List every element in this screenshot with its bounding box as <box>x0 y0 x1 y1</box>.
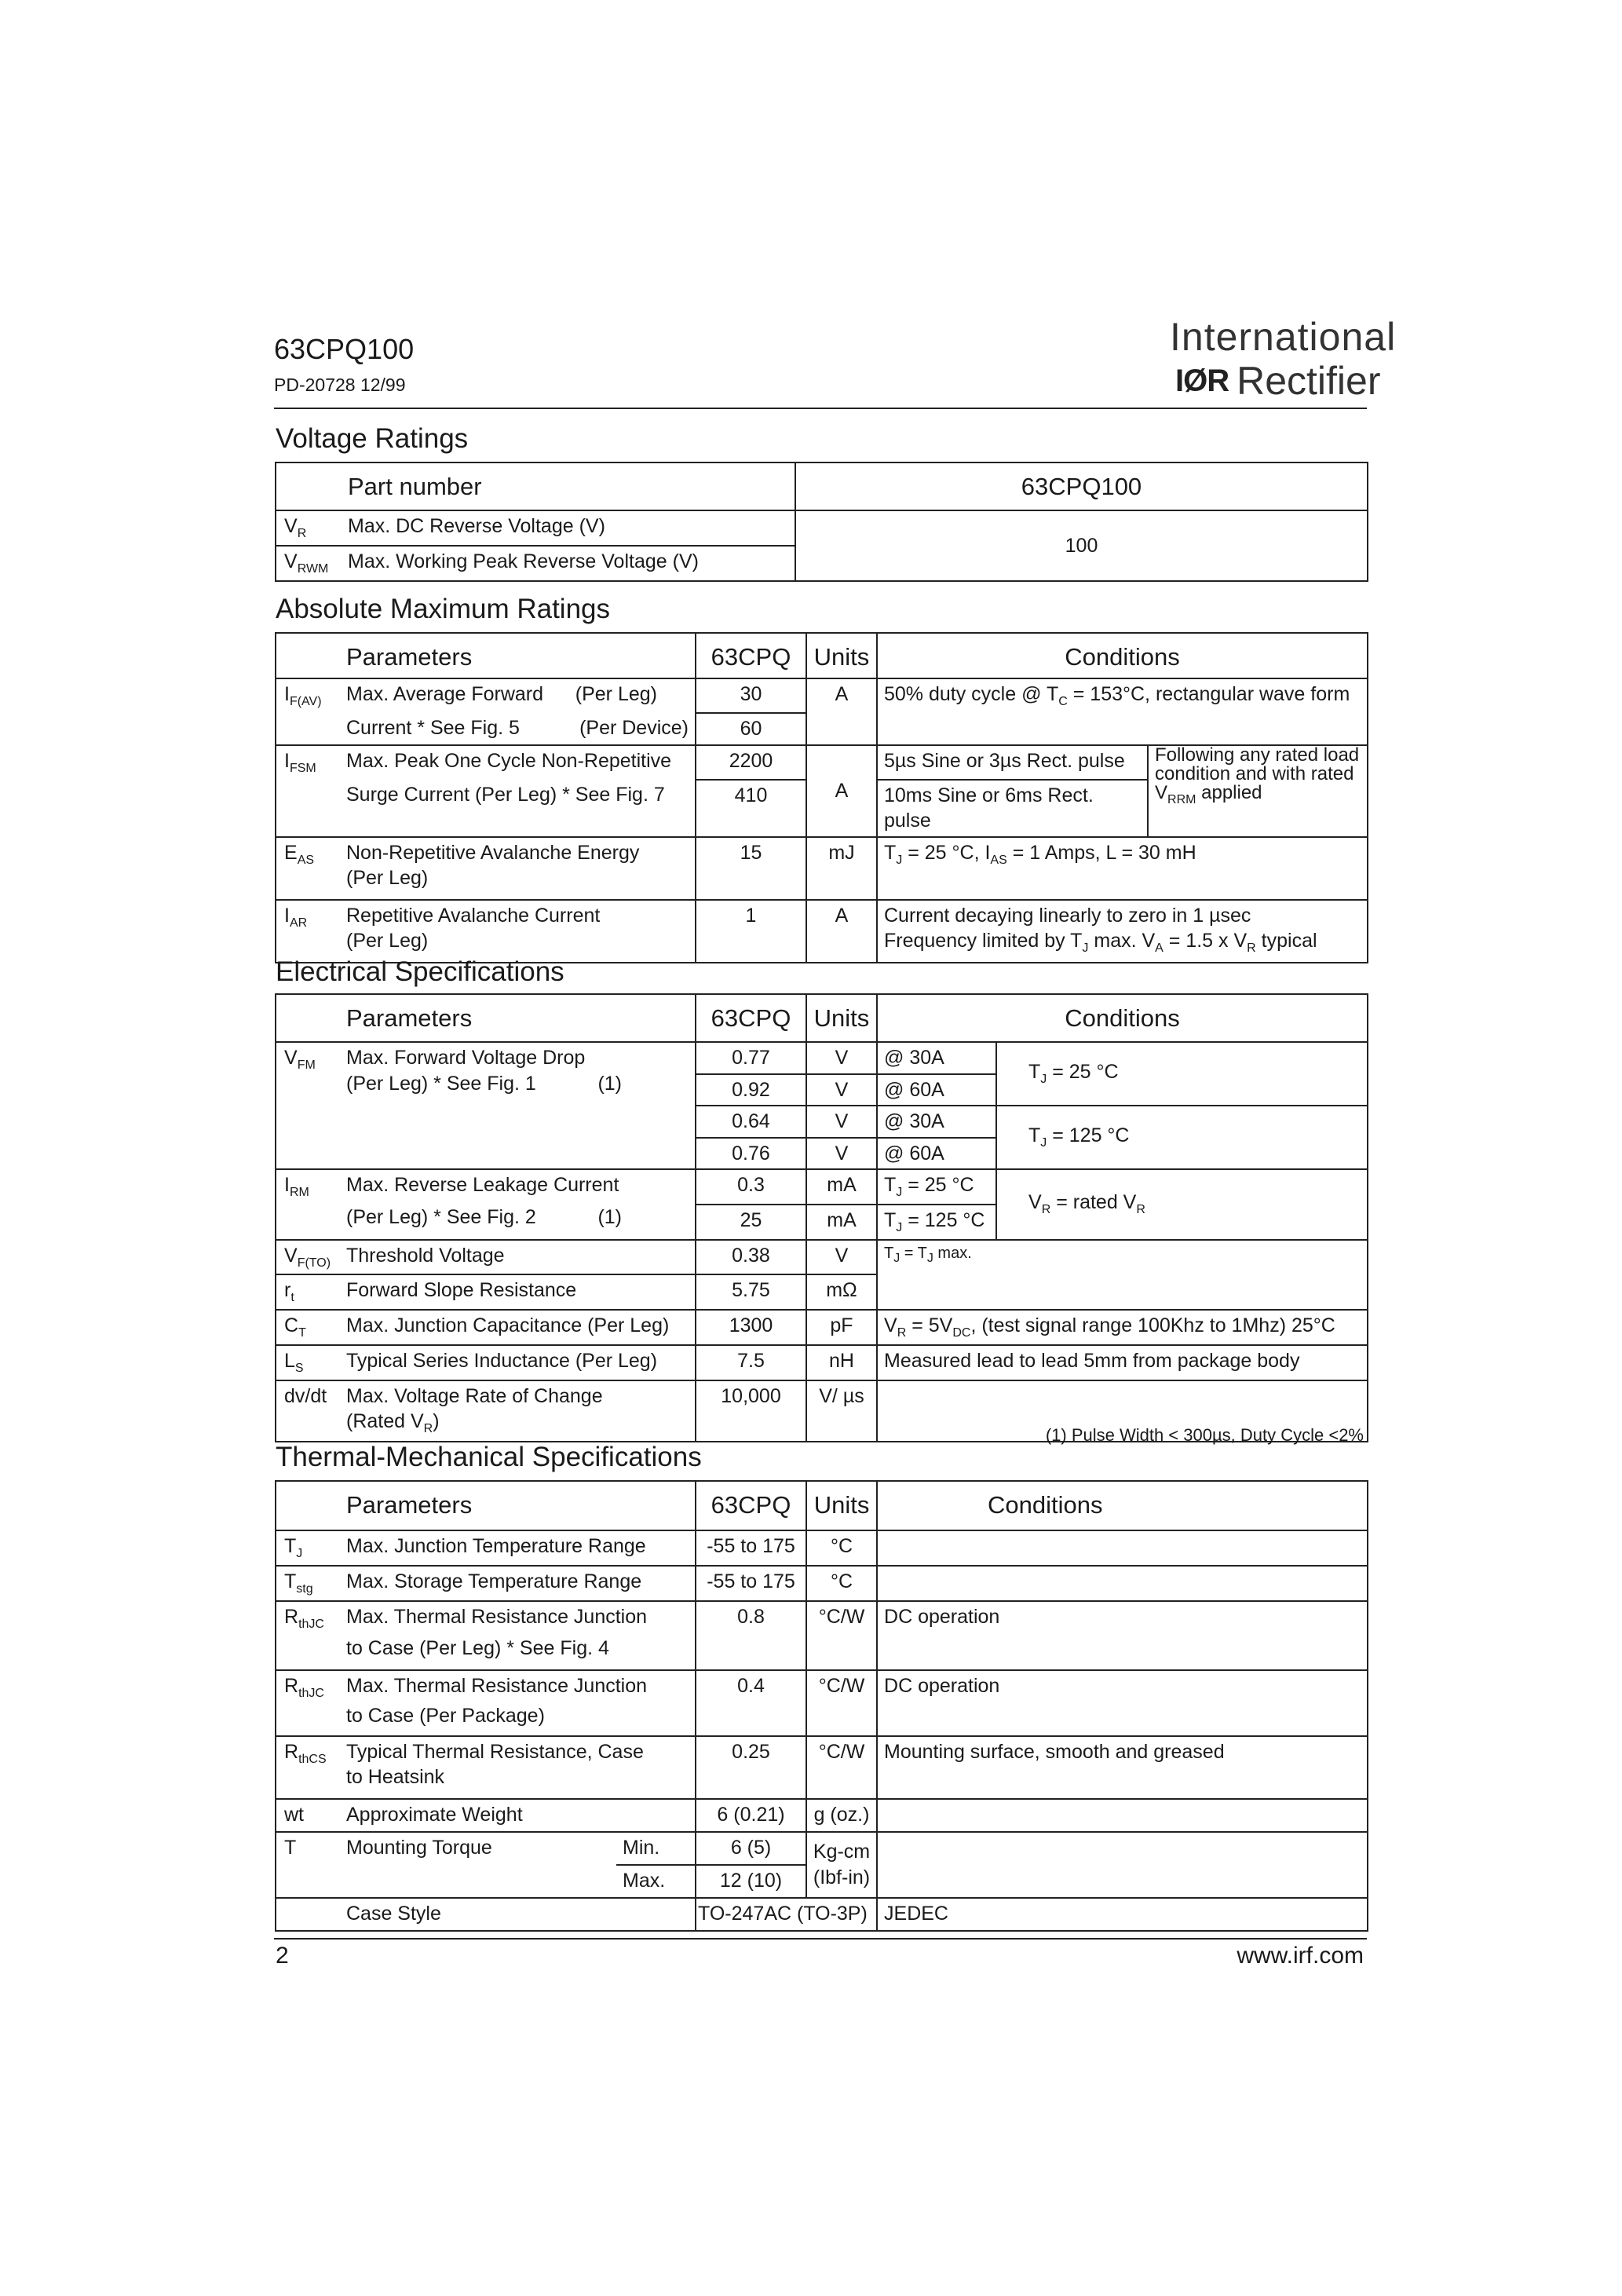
symbol-ct: $C_T$ <box>276 1310 340 1345</box>
company-logo <box>1175 359 1381 403</box>
symbol-vrwm: $V_{RWM}$ <box>276 546 342 581</box>
symbol-ls: $L_S$ <box>276 1345 340 1380</box>
footer-rule <box>274 1938 1367 1940</box>
unit-dvdt: V/ µs <box>806 1380 877 1442</box>
param-surge-current: Surge Current (Per Leg) * See Fig. 7 <box>340 780 696 837</box>
section-title-thermal: Thermal-Mechanical Specifications <box>276 1442 702 1472</box>
value-torque-min: 6 (5) <box>696 1832 806 1865</box>
header-part-value: 63CPQ100 <box>795 462 1368 510</box>
symbol-tj: $T_J$ <box>276 1530 340 1566</box>
value-tstg: -55 to 175 <box>696 1566 806 1601</box>
unit-vfm-4: V <box>806 1138 877 1170</box>
cond-vfto: $T_J = T_J$ max. <box>877 1240 1368 1275</box>
section-title-electrical: Electrical Specifications <box>276 956 564 987</box>
cond-vfm-4: @ 60A <box>877 1138 996 1170</box>
unit-ct: pF <box>806 1310 877 1345</box>
symbol-torque: T <box>276 1832 340 1865</box>
header-parameters: Parameters <box>340 633 696 678</box>
unit-ls: nH <box>806 1345 877 1380</box>
param-avg-forward: Max. Average Forward (Per Leg) <box>340 678 696 713</box>
unit-irm-125: mA <box>806 1205 877 1240</box>
header-units: Units <box>806 994 877 1042</box>
value-rthjc-leg: 0.8 <box>696 1601 806 1670</box>
pulse-width-footnote: (1) Pulse Width < 300µs, Duty Cycle <2% <box>1045 1425 1364 1445</box>
electrical-spec-table <box>275 993 1368 1442</box>
param-junction-temp: Max. Junction Temperature Range <box>340 1530 696 1566</box>
part-number-title: 63CPQ100 <box>274 333 415 365</box>
value-iar: 1 <box>696 900 806 963</box>
cond-ls: Measured lead to lead 5mm from package body <box>877 1345 1368 1380</box>
param-dc-reverse-voltage: Max. DC Reverse Voltage (V) <box>342 510 795 546</box>
param-working-peak-reverse-voltage: Max. Working Peak Reverse Voltage (V) <box>342 546 795 581</box>
unit-eas: mJ <box>806 837 877 900</box>
value-ifav-device: 60 <box>696 713 806 745</box>
cond-iar: Current decaying linearly to zero in 1 µsec Frequency limited by $T_J$ max. $V_A = 1.5$ x $V_R$ typical <box>877 900 1368 963</box>
cond-irm-vr: $V_R$ = rated $V_R$ <box>996 1169 1368 1240</box>
header-units: Units <box>806 633 877 678</box>
value-ifsm-5us: 2200 <box>696 745 806 780</box>
unit-weight: g (oz.) <box>806 1799 877 1832</box>
value-tj: -55 to 175 <box>696 1530 806 1566</box>
symbol-ifsm: $I_{FSM}$ <box>276 745 340 780</box>
unit-ifsm: A <box>806 745 877 837</box>
logo-rectifier: Rectifier <box>1237 359 1381 403</box>
header-part-number: Part number <box>342 462 795 510</box>
param-forward-voltage-drop: Max. Forward Voltage Drop (Per Leg) * See Fig. 1 (1) <box>340 1042 696 1169</box>
header-63cpq: 63CPQ <box>696 994 806 1042</box>
voltage-value: 100 <box>795 510 1368 581</box>
cond-irm-25: $T_J = 25$ °C <box>877 1169 996 1205</box>
symbol-rthjc-package: $R_{thJC}$ <box>276 1670 340 1736</box>
symbol-tstg: $T_{stg}$ <box>276 1566 340 1601</box>
header-conditions: Conditions <box>877 1481 1368 1530</box>
symbol-rt: $r_t$ <box>276 1274 340 1310</box>
value-ls: 7.5 <box>696 1345 806 1380</box>
cond-rthjc-leg: DC operation <box>877 1601 1368 1670</box>
header-63cpq: 63CPQ <box>696 633 806 678</box>
unit-vfto: V <box>806 1240 877 1275</box>
param-rthjc-package: Max. Thermal Resistance Junction to Case (Per Package) <box>340 1670 696 1736</box>
symbol-vr: $V_R$ <box>276 510 342 546</box>
cond-tj <box>877 1530 1368 1566</box>
header-rule <box>274 408 1367 409</box>
cond-vfm-1: @ 30A <box>877 1042 996 1074</box>
param-reverse-leakage: Max. Reverse Leakage Current (Per Leg) * See Fig. 2 (1) <box>340 1169 696 1240</box>
symbol-rthjc-leg: $R_{thJC}$ <box>276 1601 340 1670</box>
value-irm-25: 0.3 <box>696 1169 806 1205</box>
value-ct: 1300 <box>696 1310 806 1345</box>
param-avg-forward-current: Current * See Fig. 5 (Per Device) <box>340 713 696 745</box>
value-vfto: 0.38 <box>696 1240 806 1275</box>
unit-irm-25: mA <box>806 1169 877 1205</box>
header-parameters: Parameters <box>340 994 696 1042</box>
value-rthjc-package: 0.4 <box>696 1670 806 1736</box>
absolute-max-table <box>275 632 1368 963</box>
symbol-dvdt: dv/dt <box>276 1380 340 1442</box>
param-threshold-voltage: Threshold Voltage <box>340 1240 696 1275</box>
param-weight: Approximate Weight <box>340 1799 696 1832</box>
ior-logo-mark: IØR <box>1175 363 1229 398</box>
value-vfm-2: 0.92 <box>696 1074 806 1106</box>
torque-min-label: Min. <box>616 1832 696 1865</box>
value-vfm-4: 0.76 <box>696 1138 806 1170</box>
voltage-ratings-table <box>275 462 1368 582</box>
cond-vfm-tj125: $T_J = 125$ °C <box>996 1106 1368 1169</box>
symbol-ifav: $I_{F(AV)}$ <box>276 678 340 713</box>
cond-ct: $V_R = 5V_{DC}$, (test signal range 100Khz to 1Mhz) 25°C <box>877 1310 1368 1345</box>
value-case-style: TO-247AC (TO-3P) <box>696 1898 877 1931</box>
header-parameters: Parameters <box>340 1481 696 1530</box>
document-number: PD-20728 12/99 <box>274 375 406 395</box>
param-rthjc-leg: Max. Thermal Resistance Junction to Case (Per Leg) * See Fig. 4 <box>340 1601 696 1670</box>
unit-rthjc-package: °C/W <box>806 1670 877 1736</box>
param-storage-temp: Max. Storage Temperature Range <box>340 1566 696 1601</box>
unit-vfm-3: V <box>806 1106 877 1138</box>
param-rthcs: Typical Thermal Resistance, Case to Heatsink <box>340 1736 696 1799</box>
page-number: 2 <box>276 1943 289 1969</box>
param-avalanche-energy: Non-Repetitive Avalanche Energy (Per Leg) <box>340 837 696 900</box>
symbol-wt: wt <box>276 1799 340 1832</box>
unit-rthjc-leg: °C/W <box>806 1601 877 1670</box>
symbol-iar: $I_{AR}$ <box>276 900 340 963</box>
cond-rthjc-package: DC operation <box>877 1670 1368 1736</box>
unit-ifav: A <box>806 678 877 713</box>
unit-tstg: °C <box>806 1566 877 1601</box>
section-title-absolute-max: Absolute Maximum Ratings <box>276 594 610 624</box>
symbol-rthcs: $R_{thCS}$ <box>276 1736 340 1799</box>
param-forward-slope-resistance: Forward Slope Resistance <box>340 1274 696 1310</box>
unit-vfm-1: V <box>806 1042 877 1074</box>
cond-tstg <box>877 1566 1368 1601</box>
cond-case-style: JEDEC <box>877 1898 1368 1931</box>
value-vfm-1: 0.77 <box>696 1042 806 1074</box>
cond-irm-125: $T_J = 125$ °C <box>877 1205 996 1240</box>
cond-weight <box>877 1799 1368 1832</box>
value-irm-125: 25 <box>696 1205 806 1240</box>
symbol-vfm: $V_{FM}$ <box>276 1042 340 1169</box>
section-title-voltage: Voltage Ratings <box>276 423 469 454</box>
unit-rt: mΩ <box>806 1274 877 1310</box>
cond-ifsm-10ms: 10ms Sine or 6ms Rect. pulse <box>877 780 1148 837</box>
value-vfm-3: 0.64 <box>696 1106 806 1138</box>
value-ifsm-10ms: 410 <box>696 780 806 837</box>
unit-rthcs: °C/W <box>806 1736 877 1799</box>
value-rt: 5.75 <box>696 1274 806 1310</box>
param-voltage-rate: Max. Voltage Rate of Change (Rated $V_R$) <box>340 1380 696 1442</box>
website-url: www.irf.com <box>1237 1943 1364 1969</box>
param-series-inductance: Typical Series Inductance (Per Leg) <box>340 1345 696 1380</box>
cond-ifav: 50% duty cycle @ $T_C = 153^\circ C$, rectangular wave form <box>877 678 1368 713</box>
cond-rthcs: Mounting surface, smooth and greased <box>877 1736 1368 1799</box>
param-case-style: Case Style <box>340 1898 696 1931</box>
header-units: Units <box>806 1481 877 1530</box>
cond-vfm-tj25: $T_J = 25$ °C <box>996 1042 1368 1106</box>
thermal-spec-table <box>275 1480 1368 1932</box>
symbol-vfto: $V_{F(TO)}$ <box>276 1240 340 1275</box>
header-conditions: Conditions <box>877 994 1368 1042</box>
param-junction-capacitance: Max. Junction Capacitance (Per Leg) <box>340 1310 696 1345</box>
cond-ifsm-note: Following any rated load condition and with rated $V_{RRM}$ applied <box>1148 745 1368 837</box>
value-dvdt: 10,000 <box>696 1380 806 1442</box>
value-rthcs: 0.25 <box>696 1736 806 1799</box>
cond-vfm-3: @ 30A <box>877 1106 996 1138</box>
value-ifav-leg: 30 <box>696 678 806 713</box>
header-63cpq: 63CPQ <box>696 1481 806 1530</box>
torque-max-label: Max. <box>616 1865 696 1898</box>
cond-vfm-2: @ 60A <box>877 1074 996 1106</box>
symbol-eas: $E_{AS}$ <box>276 837 340 900</box>
logo-international: International <box>1170 315 1397 359</box>
value-weight: 6 (0.21) <box>696 1799 806 1832</box>
param-mounting-torque: Mounting Torque <box>340 1832 616 1865</box>
value-torque-max: 12 (10) <box>696 1865 806 1898</box>
cond-eas: $T_J = 25$ °C, $I_{AS} = 1$ Amps, L = 30 mH <box>877 837 1368 900</box>
unit-torque: Kg-cm (Ibf-in) <box>806 1832 877 1898</box>
unit-tj: °C <box>806 1530 877 1566</box>
unit-iar: A <box>806 900 877 963</box>
param-avalanche-current: Repetitive Avalanche Current (Per Leg) <box>340 900 696 963</box>
value-eas: 15 <box>696 837 806 900</box>
param-peak-surge: Max. Peak One Cycle Non-Repetitive <box>340 745 696 780</box>
header-conditions: Conditions <box>877 633 1368 678</box>
cond-ifsm-5us: 5µs Sine or 3µs Rect. pulse <box>877 745 1148 780</box>
symbol-irm: $I_{RM}$ <box>276 1169 340 1240</box>
unit-vfm-2: V <box>806 1074 877 1106</box>
